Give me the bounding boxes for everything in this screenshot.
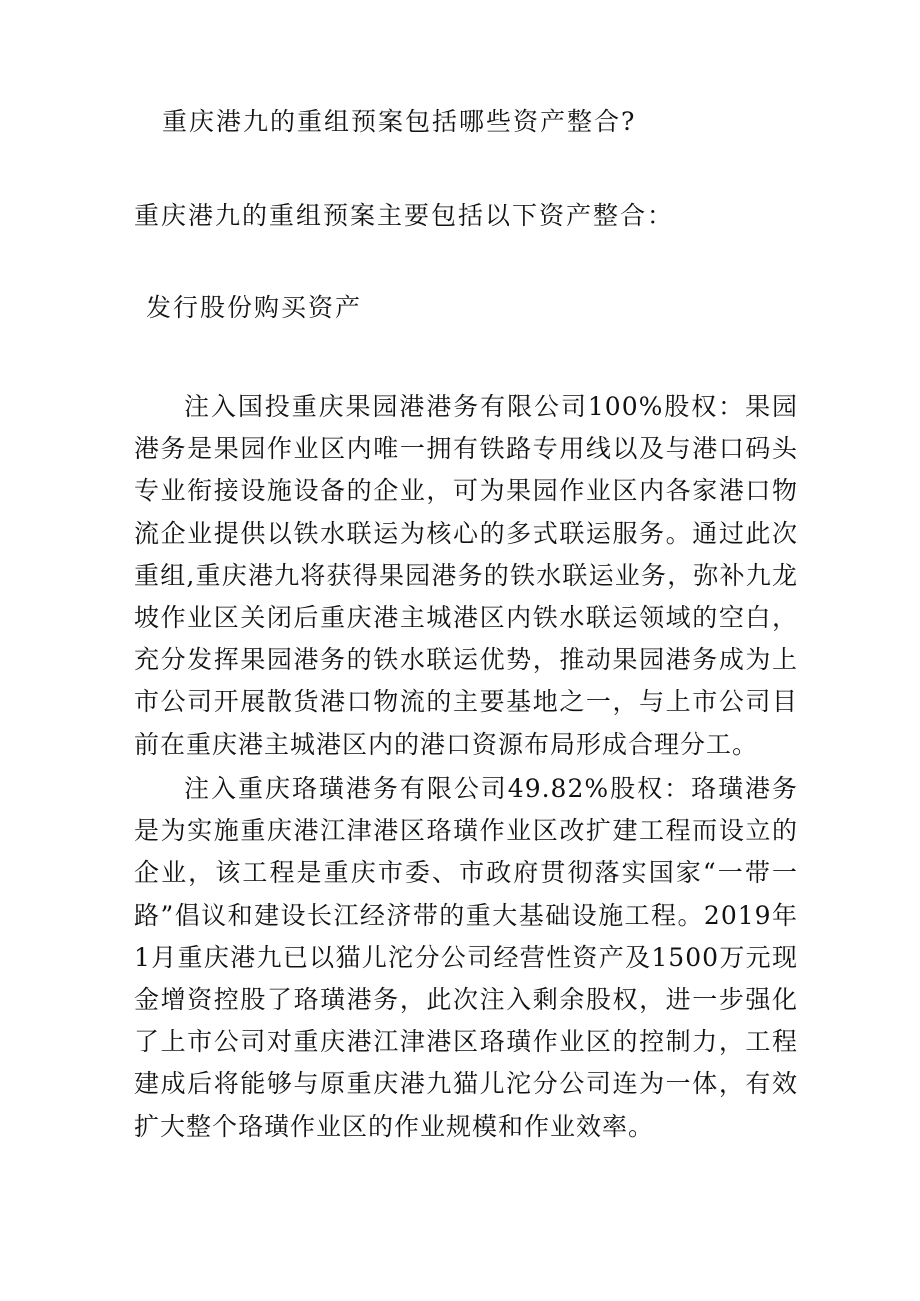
section-heading: 发行股份购买资产 xyxy=(146,293,363,322)
paragraph-luohuang: 注入重庆珞璜港务有限公司49.82%股权：珞璜港务是为实施重庆港江津港区珞璜作业区改扩建工程而设立的企业，该工程是重庆市委、市政府贯彻落实国家“一带一路”倡议和建设长江经济带的重大基础设施工程。2019年1月重庆港九已以猫儿沱分公司经营性资产及1500万元现金增资控股了珞璜港务，此次注入剩余股权，进一步强化了上市公司对重庆港江津港区珞璜作业区的控制力，工程建成后将能够与原重庆港九猫儿沱分公司连为一体，有效扩大整个珞璜作业区的作业规模和作业效率。 xyxy=(134,774,798,1141)
intro-text: 重庆港九的重组预案主要包括以下资产整合： xyxy=(134,201,675,230)
paragraph-guoyuan: 注入国投重庆果园港港务有限公司100%股权：果园港务是果园作业区内唯一拥有铁路专用线以及与港口码头专业衔接设施设备的企业，可为果园作业区内各家港口物流企业提供以铁水联运为核心的多式联运服务。通过此次重组,重庆港九将获得果园港务的铁水联运业务，弥补九龙坡作业区关闭后重庆港主城港区内铁水联运领域的空白，充分发挥果园港务的铁水联运优势，推动果园港务成为上市公司开展散货港口物流的主要基地之一，与上市公司目前在重庆港主城港区内的港口资源布局形成合理分工。 xyxy=(134,392,798,759)
document-title: 重庆港九的重组预案包括哪些资产整合? xyxy=(162,107,637,136)
